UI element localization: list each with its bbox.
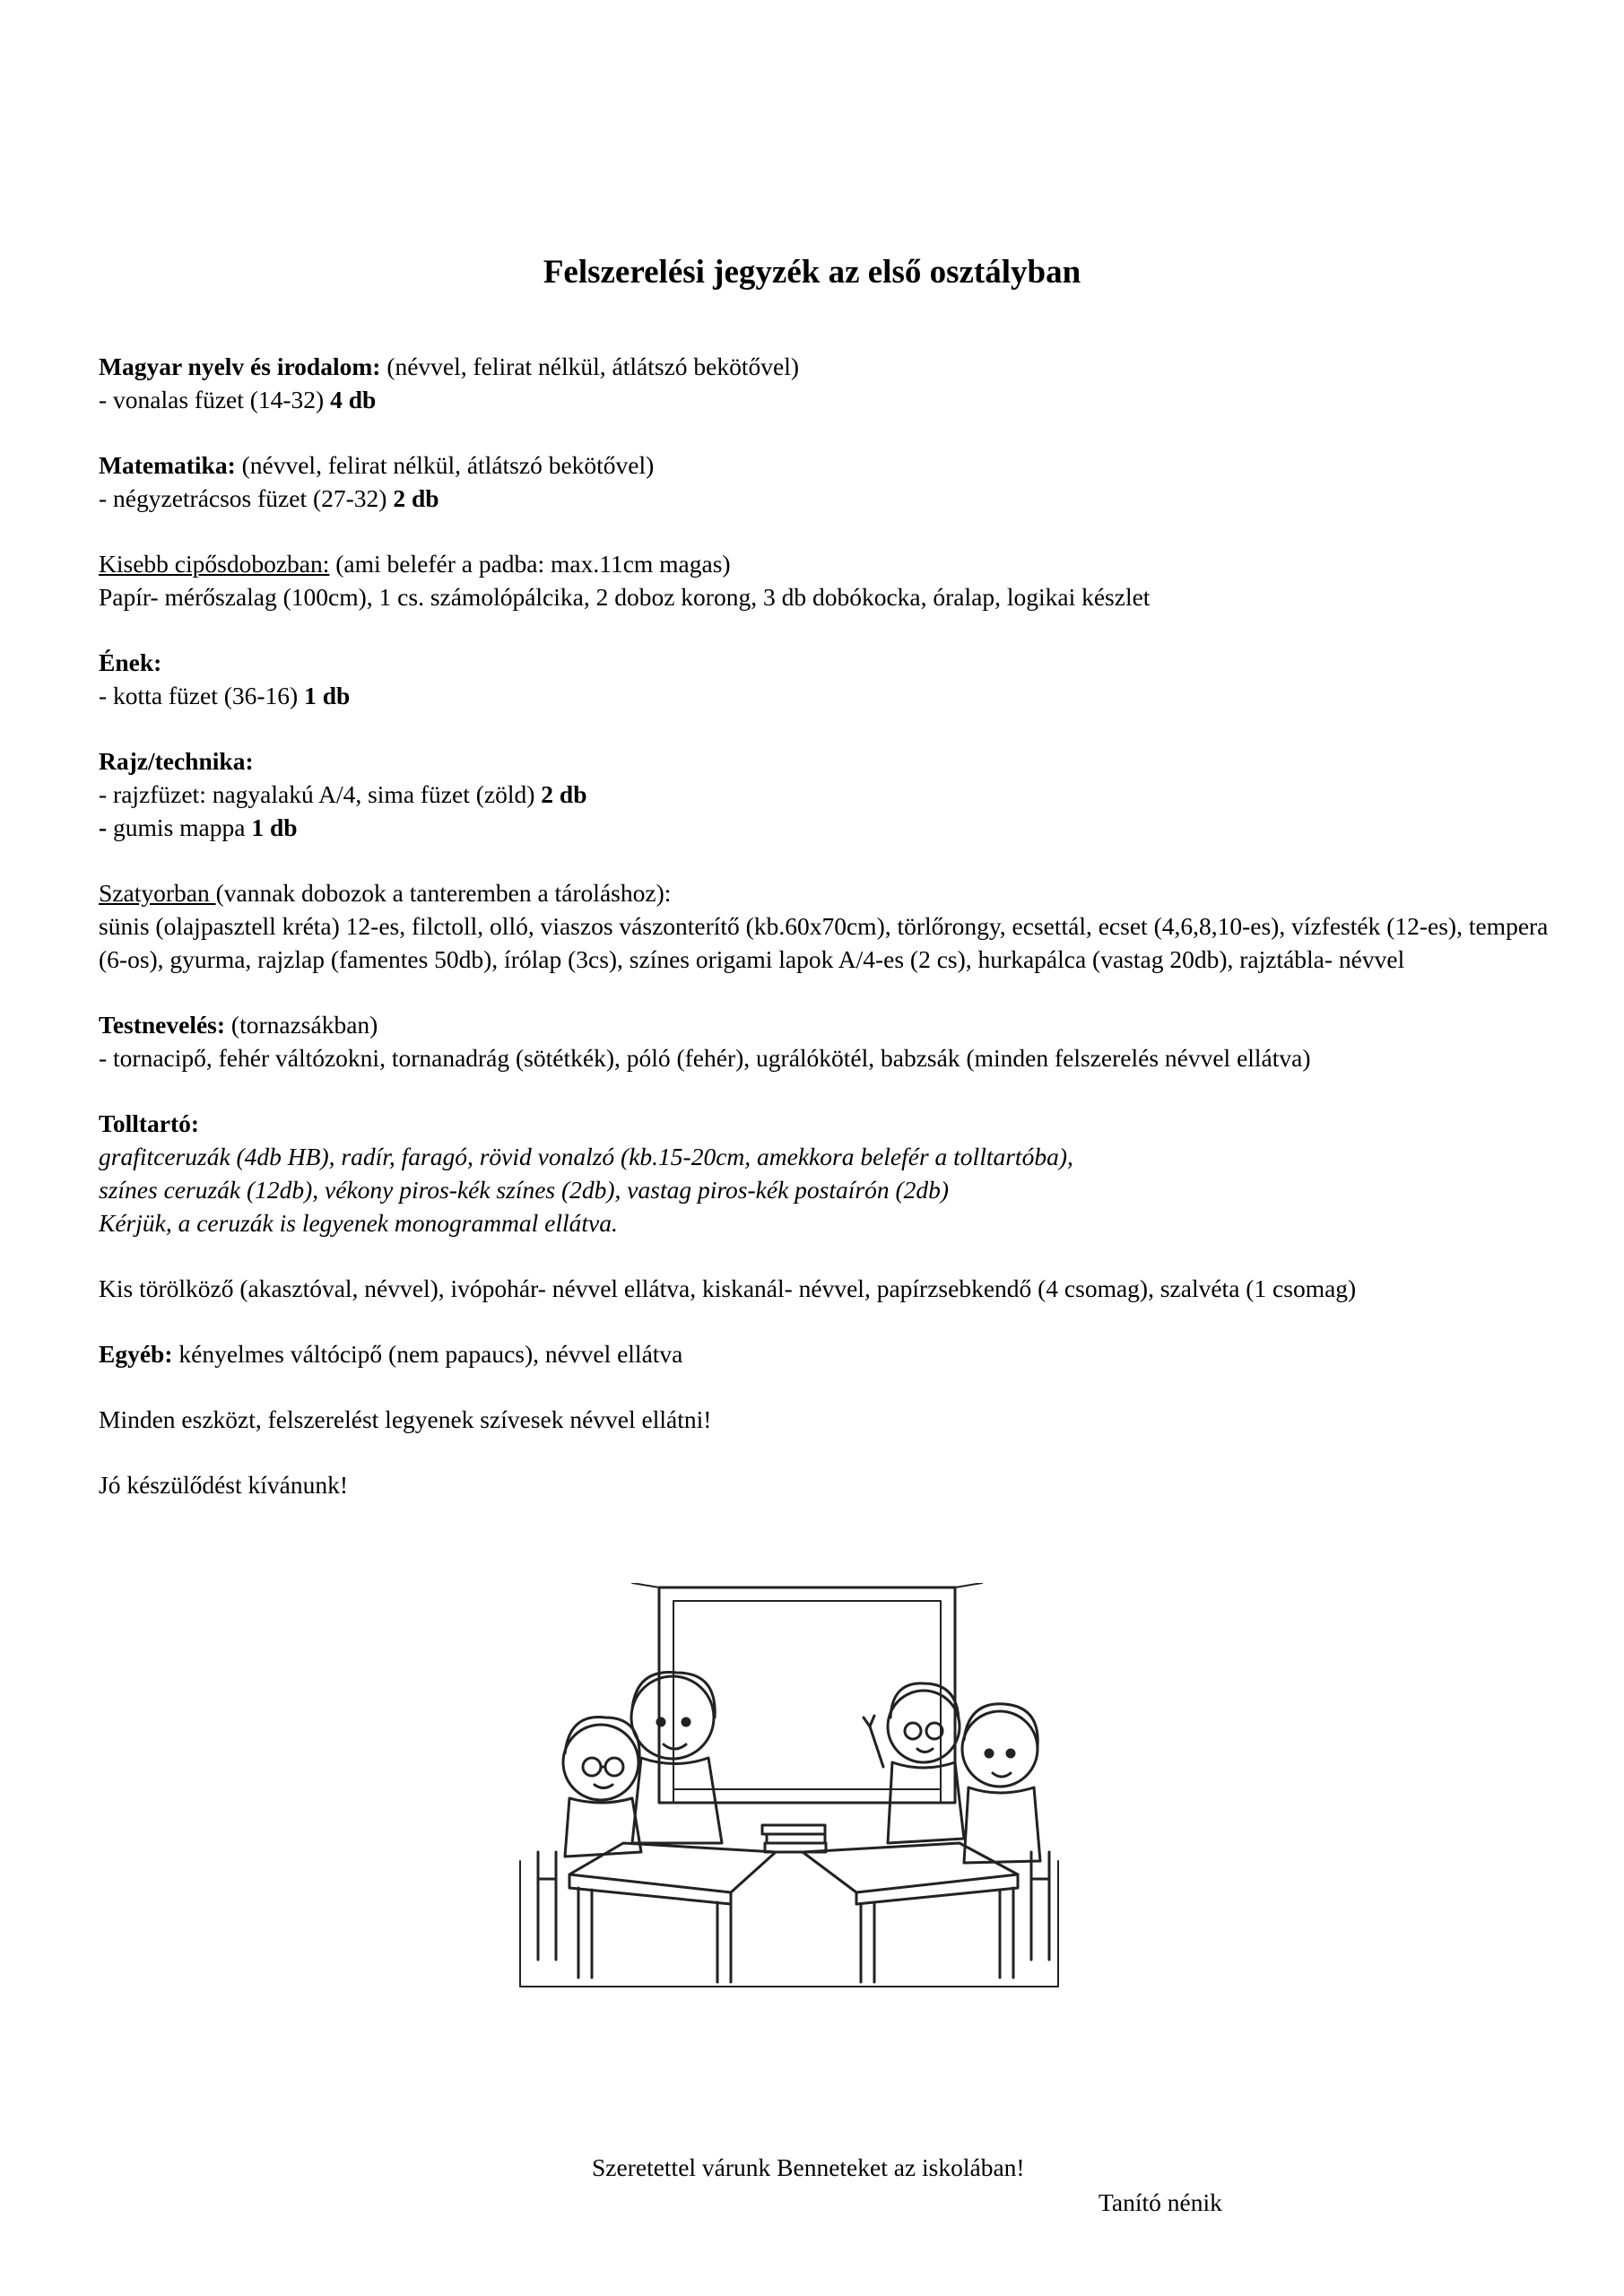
closing-line: Szeretettel várunk Benneteket az iskolában! xyxy=(592,2153,1025,2181)
magyar-item: - vonalas füzet (14-32) xyxy=(99,386,331,413)
testneveles-note: (tornazsákban) xyxy=(225,1011,378,1039)
jo-line: Jó készülődést kívánunk! xyxy=(99,1471,349,1499)
matek-item: - négyzetrácsos füzet (27-32) xyxy=(99,484,394,512)
egyeb-line: kényelmes váltócipő (nem papaucs), névvel ellátva xyxy=(172,1340,683,1368)
cipos-line: Papír- mérőszalag (100cm), 1 cs. számolópálcika, 2 doboz korong, 3 db dobókocka, óralap, logikai készlet xyxy=(99,583,1151,611)
rajz-heading: Rajz/technika: xyxy=(99,747,254,775)
cipos-heading: Kisebb cipősdobozban: xyxy=(99,550,330,578)
matek-qty: 2 db xyxy=(393,484,439,512)
section-enek xyxy=(99,646,1551,712)
tolltarto-line2: színes ceruzák (12db), vékony piros-kék színes (2db), vastag piros-kék postaírón (2db) xyxy=(99,1176,950,1204)
matek-heading: Matematika: xyxy=(99,451,236,479)
magyar-qty: 4 db xyxy=(330,386,377,413)
szatyor-heading: Szatyorban xyxy=(99,879,216,907)
enek-item: - kotta füzet (36-16) xyxy=(99,682,305,709)
magyar-heading: Magyar nyelv és irodalom: xyxy=(99,352,381,380)
rajz-qty1: 2 db xyxy=(541,780,587,808)
matek-note: (névvel, felirat nélkül, átlátszó bekötővel) xyxy=(235,451,655,479)
cipos-note: (ami belefér a padba: max.11cm magas) xyxy=(329,550,731,578)
testneveles-line: - tornacipő, fehér váltózokni, tornanadrág (sötétkék), póló (fehér), ugrálókötél, babzsák (minden felszerelés névvel ellátva) xyxy=(99,1044,1311,1072)
section-minden xyxy=(99,1403,1551,1436)
rajz-qty2: 1 db xyxy=(251,813,298,841)
enek-qty: 1 db xyxy=(304,682,351,709)
children-at-desks-illustration xyxy=(516,1583,1063,1996)
rajz-dash2: - xyxy=(99,813,108,841)
section-matek xyxy=(99,448,1551,515)
section-cipos xyxy=(99,547,1551,613)
minden-line: Minden eszközt, felszerelést legyenek szívesek névvel ellátni! xyxy=(99,1405,712,1433)
enek-heading: Ének: xyxy=(99,648,162,676)
section-egyeb xyxy=(99,1337,1551,1370)
kis-line: Kis törölköző (akasztóval, névvel), ivópohár- névvel ellátva, kiskanál- névvel, papírzsebkendő (4 csomag), szalvéta (1 csomag) xyxy=(99,1274,1357,1302)
rajz-item1: - rajzfüzet: nagyalakú A/4, sima füzet (zöld) xyxy=(99,780,542,808)
section-magyar xyxy=(99,350,1551,416)
section-tolltarto xyxy=(99,1107,1551,1239)
tolltarto-line1: grafitceruzák (4db HB), radír, faragó, rövid vonalzó (kb.15-20cm, amekkora belefér a tolltartóba), xyxy=(99,1143,1073,1170)
section-szatyor xyxy=(99,876,1551,976)
page-title: Felszerelési jegyzék az első osztályban xyxy=(543,254,1081,291)
tolltarto-line3: Kérjük, a ceruzák is legyenek monogrammal ellátva. xyxy=(99,1209,618,1237)
egyeb-heading: Egyéb: xyxy=(99,1340,173,1368)
section-rajz xyxy=(99,744,1551,844)
testneveles-heading: Testnevelés: xyxy=(99,1011,226,1039)
signature: Tanító nénik xyxy=(1099,2188,1222,2216)
szatyor-line: sünis (olajpasztell kréta) 12-es, filctoll, olló, viaszos vászonterítő (kb.60x70cm), törlőrongy, ecsettál, ecset (4,6,8,10-es), vízfesték (12-es), tempera (6-os), gyurma, rajzlap (famentes 50db), írólap (3cs), színes origami lapok A/4-es (2 cs), hurkapálca (vastag 20db), rajztábla- névvel xyxy=(99,912,1549,973)
section-testneveles xyxy=(99,1008,1551,1074)
rajz-item2: gumis mappa xyxy=(107,813,252,841)
section-jo xyxy=(99,1468,1551,1501)
magyar-note: (névvel, felirat nélkül, átlátszó bekötővel) xyxy=(380,352,799,380)
tolltarto-heading: Tolltartó: xyxy=(99,1109,200,1137)
szatyor-note: (vannak dobozok a tanteremben a tároláshoz): xyxy=(215,879,672,907)
section-kis xyxy=(99,1272,1551,1305)
document-body xyxy=(99,350,1551,1534)
